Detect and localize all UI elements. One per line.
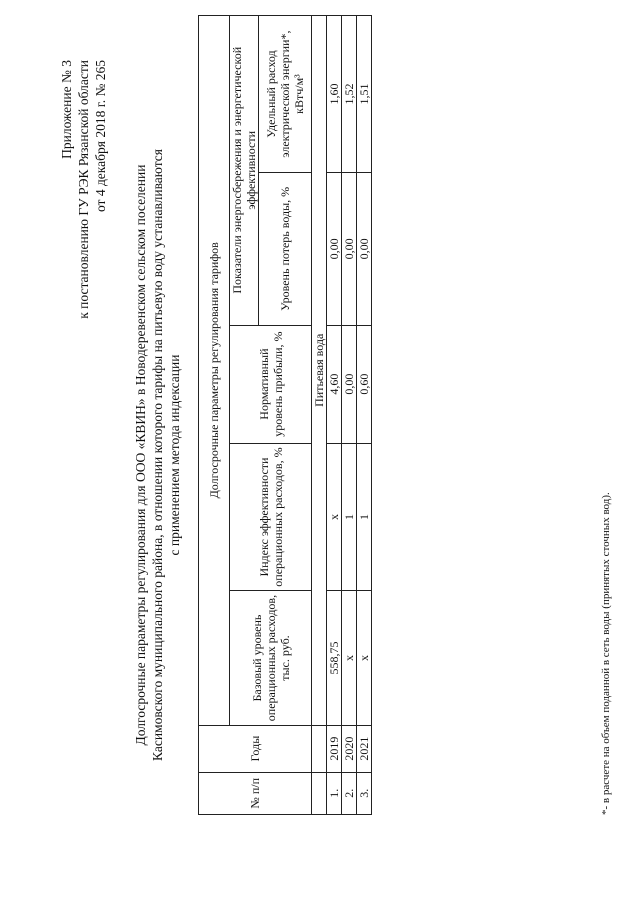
table-row bbox=[342, 16, 357, 815]
cell-electric: 1,52 bbox=[342, 16, 357, 173]
appendix-block bbox=[58, 60, 109, 360]
appendix-date: от 4 декабря 2018 г. № 265 bbox=[93, 60, 108, 213]
title-line-2: Касимовского муниципального района, в отношении которого тарифы на питьевую воду устанавливаются bbox=[150, 149, 165, 761]
cell-electric: 1,51 bbox=[357, 16, 372, 173]
header-group: Долгосрочные параметры регулирования тарифов bbox=[199, 16, 230, 726]
title-line-3: с применением метода индексации bbox=[167, 354, 182, 556]
cell-index: 1 bbox=[342, 443, 357, 591]
cell-base: 558,75 bbox=[327, 591, 342, 725]
header-profit: Нормативный уровень прибыли, % bbox=[230, 325, 312, 443]
document-title bbox=[132, 105, 183, 805]
cell-loss: 0,00 bbox=[342, 173, 357, 325]
header-energy-group: Показатели энергосбережения и энергетической эффективности bbox=[230, 16, 259, 326]
title-line-1: Долгосрочные параметры регулирования для ООО «КВИН» в Новодеревенском сельском поселении bbox=[133, 164, 148, 746]
cell-num: 3. bbox=[357, 772, 372, 814]
cell-year: 2020 bbox=[342, 725, 357, 772]
section-blank-num bbox=[312, 772, 327, 814]
parameters-table bbox=[198, 15, 372, 815]
header-num: № п/п bbox=[199, 772, 312, 814]
cell-base: х bbox=[357, 591, 372, 725]
cell-profit: 0,00 bbox=[342, 325, 357, 443]
appendix-number: Приложение № 3 bbox=[59, 60, 74, 159]
table-row bbox=[357, 16, 372, 815]
section-label: Питьевая вода bbox=[312, 16, 327, 726]
cell-index: х bbox=[327, 443, 342, 591]
header-loss: Уровень потерь воды, % bbox=[259, 173, 312, 325]
cell-electric: 1,60 bbox=[327, 16, 342, 173]
cell-num: 2. bbox=[342, 772, 357, 814]
cell-loss: 0,00 bbox=[327, 173, 342, 325]
cell-base: х bbox=[342, 591, 357, 725]
header-electric: Удельный расход электрической энергии*, кВтч/м³ bbox=[259, 16, 312, 173]
cell-year: 2019 bbox=[327, 725, 342, 772]
header-index: Индекс эффективности операционных расходов, % bbox=[230, 443, 312, 591]
cell-loss: 0,00 bbox=[357, 173, 372, 325]
cell-index: 1 bbox=[357, 443, 372, 591]
cell-profit: 0,60 bbox=[357, 325, 372, 443]
cell-num: 1. bbox=[327, 772, 342, 814]
section-blank-year bbox=[312, 725, 327, 772]
cell-profit: 4,60 bbox=[327, 325, 342, 443]
header-base: Базовый уровень операционных расходов, тыс. руб. bbox=[230, 591, 312, 725]
cell-year: 2021 bbox=[357, 725, 372, 772]
header-years: Годы bbox=[199, 725, 312, 772]
footnote: *- в расчете на объем поданной в сеть воды (принятых сточных вод). bbox=[600, 492, 612, 815]
appendix-decree: к постановлению ГУ РЭК Рязанской области bbox=[76, 60, 91, 319]
table-row bbox=[327, 16, 342, 815]
